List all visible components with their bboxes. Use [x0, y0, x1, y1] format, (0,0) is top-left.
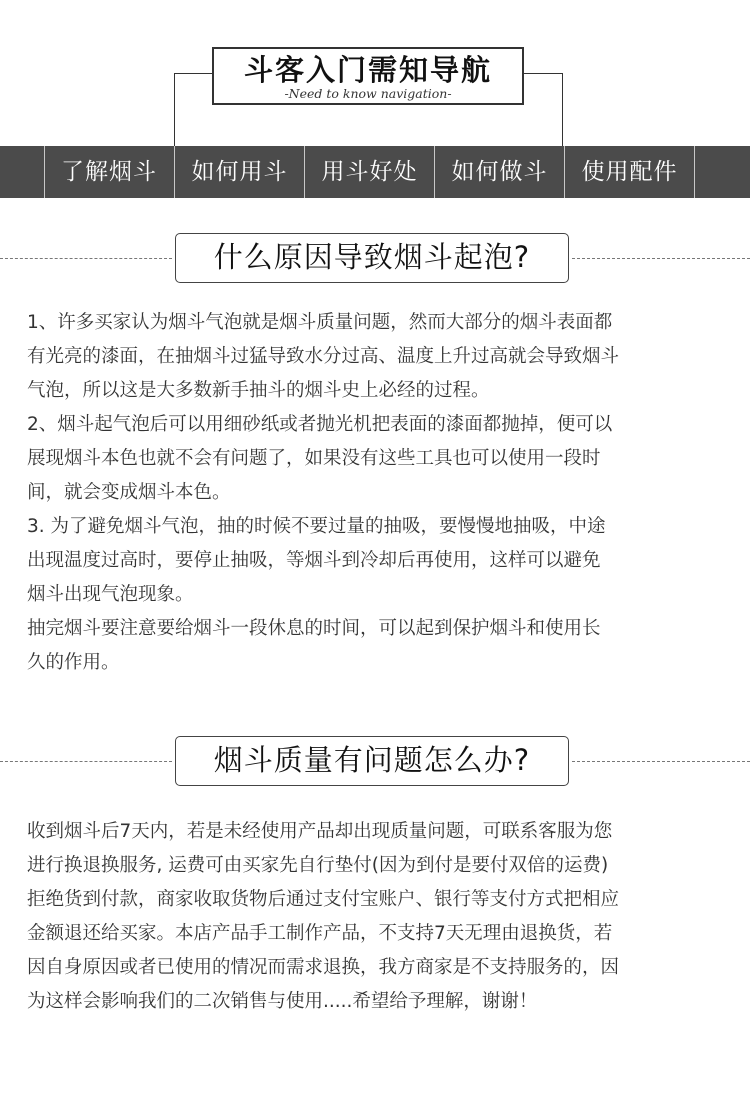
section-body-quality: [27, 815, 727, 1019]
paragraph-line: 抽完烟斗要注意要给烟斗一段休息的时间，可以起到保护烟斗和使用长: [27, 618, 601, 639]
paragraph-line: 进行换退换服务, 运费可由买家先自行垫付(因为到付是要付双倍的运费): [27, 855, 609, 876]
header-connector-right: [524, 73, 563, 147]
nav-bar: [0, 146, 750, 198]
paragraph-line: 气泡，所以这是大多数新手抽斗的烟斗史上必经的过程。: [27, 380, 490, 401]
dashed-divider: [0, 258, 172, 259]
section-title: 烟斗质量有问题怎么办?: [175, 736, 569, 786]
paragraph-line: 为这样会影响我们的二次销售与使用.....希望给予理解，谢谢！: [27, 991, 538, 1012]
section-heading-bubbles: [0, 233, 750, 283]
paragraph-line: 展现烟斗本色也就不会有问题了，如果没有这些工具也可以使用一段时: [27, 448, 601, 469]
paragraph-line: 2、烟斗起气泡后可以用细砂纸或者抛光机把表面的漆面都抛掉，便可以: [27, 414, 613, 435]
nav-tab-how-to-make[interactable]: 如何做斗: [451, 159, 548, 185]
nav-tab-benefits[interactable]: 用斗好处: [321, 159, 418, 185]
paragraph-line: 出现温度过高时，要停止抽吸，等烟斗到冷却后再使用，这样可以避免: [27, 550, 601, 571]
section-body-bubbles: [27, 306, 727, 680]
paragraph-line: 烟斗出现气泡现象。: [27, 584, 194, 605]
dashed-divider: [572, 258, 750, 259]
nav-tab-understand-pipe[interactable]: 了解烟斗: [61, 159, 157, 185]
paragraph-line: 久的作用。: [27, 652, 120, 673]
nav-tab-accessories[interactable]: 使用配件: [581, 159, 678, 185]
header-title-box: [212, 47, 524, 105]
section-title: 什么原因导致烟斗起泡?: [175, 233, 569, 283]
nav-separator: [694, 146, 695, 198]
nav-tab-how-to-use[interactable]: 如何用斗: [191, 159, 288, 185]
paragraph-line: 因自身原因或者已使用的情况而需求退换，我方商家是不支持服务的，因: [27, 957, 620, 978]
dashed-divider: [0, 761, 172, 762]
paragraph-line: 金额退还给买家。本店产品手工制作产品，不支持7天无理由退换货，若: [27, 923, 613, 944]
header-subtitle: -Need to know navigation-: [284, 86, 452, 101]
paragraph-line: 收到烟斗后7天内，若是未经使用产品却出现质量问题，可联系客服为您: [27, 821, 613, 842]
paragraph-line: 1、许多买家认为烟斗气泡就是烟斗质量问题，然而大部分的烟斗表面都: [27, 312, 613, 333]
paragraph-line: 拒绝货到付款，商家收取货物后通过支付宝账户、银行等支付方式把相应: [27, 889, 620, 910]
header-title: 斗客入门需知导航: [243, 53, 492, 87]
paragraph-line: 3. 为了避免烟斗气泡，抽的时候不要过量的抽吸，要慢慢地抽吸，中途: [27, 516, 606, 537]
section-heading-quality: [0, 736, 750, 786]
paragraph-line: 有光亮的漆面，在抽烟斗过猛导致水分过高、温度上升过高就会导致烟斗: [27, 346, 620, 367]
paragraph-line: 间，就会变成烟斗本色。: [27, 482, 231, 503]
header-connector-left: [174, 73, 213, 147]
dashed-divider: [572, 761, 750, 762]
